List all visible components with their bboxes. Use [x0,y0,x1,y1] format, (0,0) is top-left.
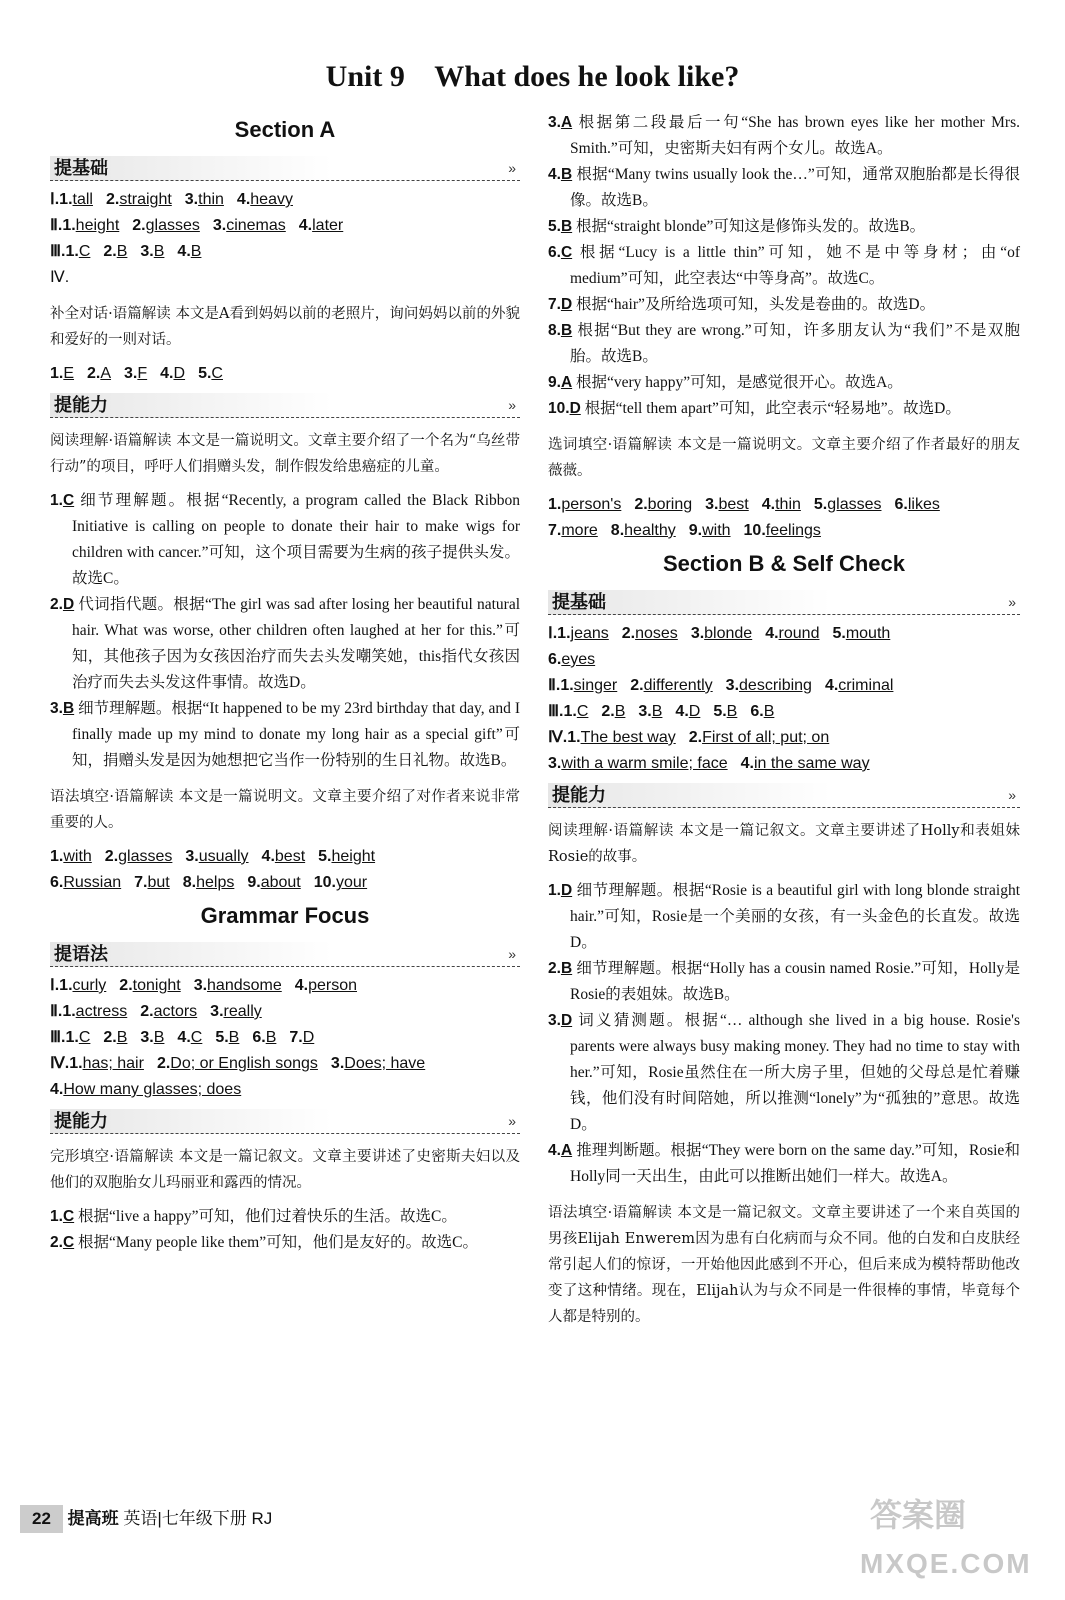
q-text: 代词指代题。根据“The girl was sad after losing her beautiful natural hair. What was worse, other children often laughed at her for this.”可知，其他孩子因为女孩因治疗而失去头发嘲笑她，this指代女孩因治疗而失去头发这件事情。故选D。 [72,596,521,691]
item-number: 4. [50,1081,64,1098]
item-number: 10. [743,522,766,539]
answer-word: blonde [704,625,753,642]
item-number: 1. [557,625,571,642]
answer-line [50,999,520,1025]
item-number: 3. [548,755,562,772]
q-answer: C [62,1234,75,1251]
item-number: 4. [675,703,689,720]
answer-word: D [173,365,186,382]
answer-word: round [778,625,820,642]
grammar-focus-heading: Grammar Focus [200,903,370,928]
q-answer: D [569,400,581,417]
item-number: 4. [765,625,779,642]
answer-word: tonight [132,977,181,994]
q-answer: B [560,218,573,235]
answer-line [548,751,1020,777]
question-item [50,1204,520,1230]
answer-line [50,361,520,387]
question-item [50,488,520,592]
item-number: Ⅰ. [50,977,60,994]
tijichu-label: 提基础 [552,592,606,612]
q-number: 9. [548,374,561,391]
item-number: 2. [119,977,133,994]
item-number: 3. [212,217,227,234]
question-item [548,292,1020,318]
passage-note: 阅读理解·语篇解读 本文是一篇记叙文。文章主要讲述了Holly和表姐妹Rosie的故事。 [548,823,1020,865]
answer-word: curly [72,977,107,994]
answer-word: Does; have [344,1055,426,1072]
answer-word: with [702,522,731,539]
q-number: 6. [548,244,561,261]
item-number: 2. [634,496,648,513]
answer-line [50,1051,520,1077]
item-number: Ⅳ. [50,1055,70,1072]
answer-word: with a warm smile; face [561,755,728,772]
answer-word: B [153,243,165,260]
passage-note: 完形填空·语篇解读 本文是一篇记叙文。文章主要讲述了史密斯夫妇以及他们的双胞胎女儿玛丽亚和露西的情况。 [50,1149,520,1191]
q-number: 10. [548,400,570,417]
question-item [548,162,1020,214]
item-number: 4. [177,243,191,260]
item-number: 2. [688,729,703,746]
answer-word: likes [907,496,940,513]
tiyufa-label: 提语法 [54,944,108,964]
question-item [50,1230,520,1256]
item-number: 3. [193,977,208,994]
item-number: 4. [740,755,754,772]
q-text: 细节理解题。根据“Rosie is a beautiful girl with long blonde straight hair.”可知，Rosie是一个美丽的女孩，有一头金色的长直发。故选D。 [570,882,1021,951]
answer-word: F [137,365,148,382]
q-text: 根据“live a happy”可知，他们过着快乐的生活。故选C。 [78,1208,457,1225]
q-number: 4. [548,1142,561,1159]
chevron-right-icon: » [508,160,516,176]
answer-word: handsome [207,977,282,994]
tinengli-label: 提能力 [552,785,606,805]
question-item [548,240,1020,292]
item-number: 3. [140,243,154,260]
answer-word: glasses [827,496,882,513]
q-answer: C [62,492,75,509]
answer-line [548,725,1020,751]
answer-word: healthy [624,522,676,539]
item-number: 1. [59,977,73,994]
item-number: 3. [185,848,199,865]
q-text: 根据“tell them apart”可知，此空表示“轻易地”。故选D。 [584,400,961,417]
item-number: 3. [725,677,740,694]
answer-word: boring [647,496,693,513]
question-item [548,110,1020,162]
answer-word: C [78,1029,91,1046]
item-number: 2. [140,1003,154,1020]
item-number: 4. [294,977,309,994]
item-number: 1. [59,191,73,208]
q-text: 根据“straight blonde”可知这是修饰头发的。故选B。 [576,218,926,235]
answer-line [50,1025,520,1051]
answer-line [548,699,1020,725]
item-number: 8. [610,522,625,539]
answer-word: The best way [580,729,676,746]
item-number: 3. [638,703,652,720]
answer-word: E [63,365,75,382]
tinengli-bar [50,393,520,418]
tinengli-label: 提能力 [54,395,108,415]
item-number: Ⅰ. [548,625,558,642]
item-number: Ⅲ. [50,243,66,260]
tijichu-label: 提基础 [54,158,108,178]
q-answer: D [560,882,573,899]
item-number: 1. [548,496,562,513]
passage-note: 语法填空·语篇解读 本文是一篇说明文。文章主要介绍了对作者来说非常重要的人。 [50,789,520,831]
question-item [548,1008,1020,1138]
section-b-heading: Section B & Self Check [662,551,906,576]
right-column [548,110,1020,1338]
q-number: 3. [548,1012,561,1029]
passage-note: 补全对话·语篇解读 本文是A看到妈妈以前的老照片，询问妈妈以前的外貌和爱好的一则对话。 [50,306,520,348]
q-number: 7. [548,296,561,313]
item-number: 1. [65,243,79,260]
grade: 七年级下册 RJ [161,1509,273,1528]
item-number: 3. [184,191,199,208]
item-number: 1. [69,1055,83,1072]
item-number: 4. [261,848,275,865]
q-answer: D [560,296,573,313]
q-number: 5. [548,218,561,235]
item-number: Ⅲ. [50,1029,66,1046]
answer-word: has; hair [82,1055,144,1072]
item-number: Ⅱ. [50,217,63,234]
q-answer: B [560,166,573,183]
answer-word: B [153,1029,165,1046]
answer-word: person's [561,496,622,513]
passage-note: 语法填空·语篇解读 本文是一篇记叙文。文章主要讲述了一个来自英国的男孩Elijah Enwerem因为患有白化病而与众不同。他的白发和白皮肤经常引起人们的惊讶，一开始他因此感到不开心，但后来成为模特帮助他改变了这种情绪。现在，Elijah认为与众不同是一件很棒的事情，毕竟每个人都是特别的。 [548,1205,1020,1325]
chevron-right-icon: » [508,1113,516,1129]
watermark-logo: 答案圈 [870,1497,967,1533]
q-answer: B [560,322,573,339]
q-text: 根据“But they are wrong.”可知，许多朋友认为“我们”不是双胞胎。故选B。 [570,322,1021,365]
answer-word: First of all; put; on [702,729,830,746]
answer-word: glasses [118,848,173,865]
answer-line [50,1077,520,1103]
item-number: 2. [132,217,146,234]
q-number: 8. [548,322,561,339]
item-number: 1. [563,703,577,720]
answer-word: usually [198,848,249,865]
item-number: 4. [160,365,174,382]
tiyufa-bar [50,942,520,967]
unit-title: Unit 9 What does he look like? [325,60,740,93]
answer-word: best [274,848,306,865]
item-number: 4. [824,677,839,694]
q-text: 词义猜测题。根据“… although she lived in a big house. Rosie's parents were always busy making money. They had no time to stay with her.”可知，Rosie虽然住在一所大房子里，但她的父母总是忙着赚钱，他们没有时间陪她，所以推测“lonely”为“孤独的”意思。故选D。 [570,1012,1021,1133]
answer-word: mouth [845,625,891,642]
answer-word: straight [119,191,172,208]
passage-note: 阅读理解·语篇解读 本文是一篇说明文。文章主要介绍了一个名为“乌丝带行动”的项目，呼吁人们捐赠头发，制作假发给患癌症的儿童。 [50,433,520,475]
answer-word: differently [643,677,713,694]
question-item [548,956,1020,1008]
item-number: 2. [601,703,615,720]
answer-word: B [763,703,775,720]
item-number: Ⅳ. [548,729,568,746]
answer-word: helps [196,874,235,891]
item-number: 7. [134,874,148,891]
question-item [50,592,520,696]
item-number: 3. [690,625,705,642]
item-number: 6. [548,651,562,668]
answer-word: D [302,1029,315,1046]
question-item [548,318,1020,370]
q-number: 1. [548,882,561,899]
q-text: 根据“Many people like them”可知，他们是友好的。故选C。 [78,1234,478,1251]
answer-line [50,870,520,896]
answer-word: later [312,217,344,234]
passage-note: 选词填空·语篇解读 本文是一篇说明文。文章主要介绍了作者最好的朋友薇薇。 [548,437,1020,479]
item-number: 9. [247,874,261,891]
item-number: 8. [182,874,197,891]
answer-word: B [614,703,626,720]
answer-word: criminal [838,677,894,694]
answer-word: jeans [570,625,609,642]
answer-word: really [223,1003,262,1020]
question-item [548,214,1020,240]
answer-word: actors [153,1003,198,1020]
answer-word: C [576,703,589,720]
answer-line [50,973,520,999]
q-text: 根据“very happy”可知，是感觉很开心。故选A。 [576,374,903,391]
answer-word: singer [573,677,618,694]
watermark-url: MXQE.COM [860,1548,1032,1579]
answer-line [548,518,1020,544]
page-footer: 22 提高班 英语|七年级下册 RJ [20,1505,272,1533]
item-number: 1. [567,729,581,746]
answer-word: cinemas [226,217,286,234]
answer-line [50,239,520,265]
q-number: 1. [50,492,63,509]
answer-line [548,647,1020,673]
item-number: 5. [813,496,828,513]
item-number: 6. [252,1029,266,1046]
q-number: 2. [50,1234,63,1251]
answer-word: feelings [765,522,821,539]
item-number: 1. [62,1003,76,1020]
left-column [50,110,520,1256]
item-number: 5. [318,848,332,865]
item-number: 1. [560,677,574,694]
answer-word: person [308,977,358,994]
answer-word: D [688,703,701,720]
answer-line: Ⅳ. [50,269,70,286]
answer-line [548,492,1020,518]
item-number: 2. [105,191,120,208]
item-number: Ⅰ. [50,191,60,208]
answer-word: heavy [250,191,293,208]
q-answer: A [560,1142,573,1159]
item-number: 3. [124,365,138,382]
subject: 英语 [123,1509,158,1528]
q-number: 3. [548,114,561,131]
answer-word: Russian [63,874,122,891]
item-number: 2. [103,1029,117,1046]
item-number: 2. [156,1055,171,1072]
tinengli-bar [50,1109,520,1134]
answer-word: with [63,848,92,865]
tijichu-bar [50,156,520,181]
item-number: Ⅲ. [548,703,564,720]
tijichu-bar [548,590,1020,615]
book-series: 提高班 [67,1509,119,1528]
item-number: 6. [750,703,764,720]
item-number: 3. [330,1055,345,1072]
item-number: 10. [313,874,336,891]
q-answer: C [62,1208,75,1225]
answer-word: thin [198,191,224,208]
item-number: 1. [65,1029,79,1046]
q-text: 根据第二段最后一句“She has brown eyes like her mother Mrs. Smith.”可知，史密斯夫妇有两个女儿。故选A。 [570,114,1021,157]
q-answer: A [560,374,573,391]
answer-line [50,213,520,239]
q-text: 根据“Lucy is a little thin”可知，她不是中等身材；由“of medium”可知，此空表达“中等身高”。故选C。 [570,244,1020,287]
item-number: 5. [198,365,212,382]
answer-word: C [211,365,223,382]
answer-word: How many glasses; does [63,1081,242,1098]
tinengli-label: 提能力 [54,1111,108,1131]
q-text: 推理判断题。根据“They were born on the same day.”可知，Rosie和Holly同一天出生，由此可以推断出她们一样大。故选A。 [570,1142,1020,1185]
item-number: 3. [140,1029,154,1046]
answer-line [50,844,520,870]
item-number: 4. [761,496,776,513]
question-item [548,1138,1020,1190]
answer-word: height [331,848,376,865]
item-number: 1. [50,365,64,382]
q-answer: B [560,960,573,977]
q-text: 细节理解题。根据“Holly has a cousin named Rosie.”可知，Holly是Rosie的表姐妹。故选B。 [570,960,1021,1003]
answer-word: describing [739,677,812,694]
answer-word: B [116,243,128,260]
answer-line [50,187,520,213]
item-number: 2. [621,625,636,642]
item-number: 5. [215,1029,229,1046]
q-text: 细节理解题。根据“It happened to be my 23rd birthday that day, and I finally made up my mind to donate my long hair as a special gift”可知，捐赠头发是因为她想把它当作一份特别的生日礼物。故选B。 [72,700,521,769]
item-number: 5. [832,625,846,642]
item-number: 2. [103,243,117,260]
item-number: 9. [688,522,703,539]
item-number: 6. [894,496,908,513]
question-item [548,878,1020,956]
answer-word: more [561,522,598,539]
answer-word: tall [72,191,93,208]
answer-word: B [116,1029,128,1046]
q-text: 根据“hair”及所给选项可知，头发是卷曲的。故选D。 [576,296,936,313]
answer-word: glasses [145,217,200,234]
q-answer: A [560,114,573,131]
answer-word: A [100,365,112,382]
chevron-right-icon: » [508,397,516,413]
item-number: Ⅱ. [50,1003,63,1020]
q-number: 3. [50,700,63,717]
item-number: 7. [289,1029,303,1046]
question-item [548,396,1020,422]
q-number: 4. [548,166,561,183]
answer-word: about [260,874,301,891]
answer-word: actress [75,1003,128,1020]
answer-word: eyes [561,651,596,668]
answer-word: thin [775,496,801,513]
item-number: 5. [713,703,727,720]
chevron-right-icon: » [1008,787,1016,803]
q-number: 1. [50,1208,63,1225]
q-answer: D [560,1012,573,1029]
item-number: Ⅱ. [548,677,561,694]
answer-word: but [147,874,170,891]
answer-word: B [190,243,202,260]
question-item [548,370,1020,396]
answer-line [548,673,1020,699]
page-number: 22 [20,1505,63,1533]
q-text: 根据“Many twins usually look the…”可知，通常双胞胎都是长得很像。故选B。 [570,166,1021,209]
item-number: 4. [236,191,251,208]
answer-word: best [718,496,749,513]
answer-word: B [228,1029,240,1046]
item-number: 4. [177,1029,191,1046]
q-number: 2. [548,960,561,977]
item-number: 6. [50,874,64,891]
item-number: 4. [298,217,313,234]
q-answer: B [62,700,75,717]
answer-word: B [265,1029,277,1046]
q-answer: D [62,596,75,613]
answer-word: in the same way [753,755,870,772]
item-number: 2. [87,365,101,382]
tinengli-bar [548,783,1020,808]
item-number: 2. [104,848,119,865]
chevron-right-icon: » [1008,594,1016,610]
answer-word: Do; or English songs [170,1055,318,1072]
answer-line [548,621,1020,647]
item-number: 3. [210,1003,224,1020]
question-item [50,696,520,774]
answer-word: C [190,1029,203,1046]
item-number: 3. [705,496,719,513]
section-a-heading: Section A [234,117,336,142]
item-number: 1. [62,217,76,234]
item-number: 2. [630,677,644,694]
item-number: 7. [548,522,562,539]
answer-word: noses [635,625,678,642]
answer-word: B [651,703,663,720]
answer-word: height [75,217,120,234]
answer-word: C [78,243,91,260]
chevron-right-icon: » [508,946,516,962]
q-text: 细节理解题。根据“Recently, a program called the Black Ribbon Initiative is calling on people to donate their hair to make wigs for children with cancer.”可知，这个项目需要为生病的孩子提供头发。故选C。 [72,492,520,587]
answer-word: your [335,874,368,891]
item-number: 1. [50,848,64,865]
q-answer: C [560,244,573,261]
q-number: 2. [50,596,63,613]
answer-word: B [726,703,738,720]
